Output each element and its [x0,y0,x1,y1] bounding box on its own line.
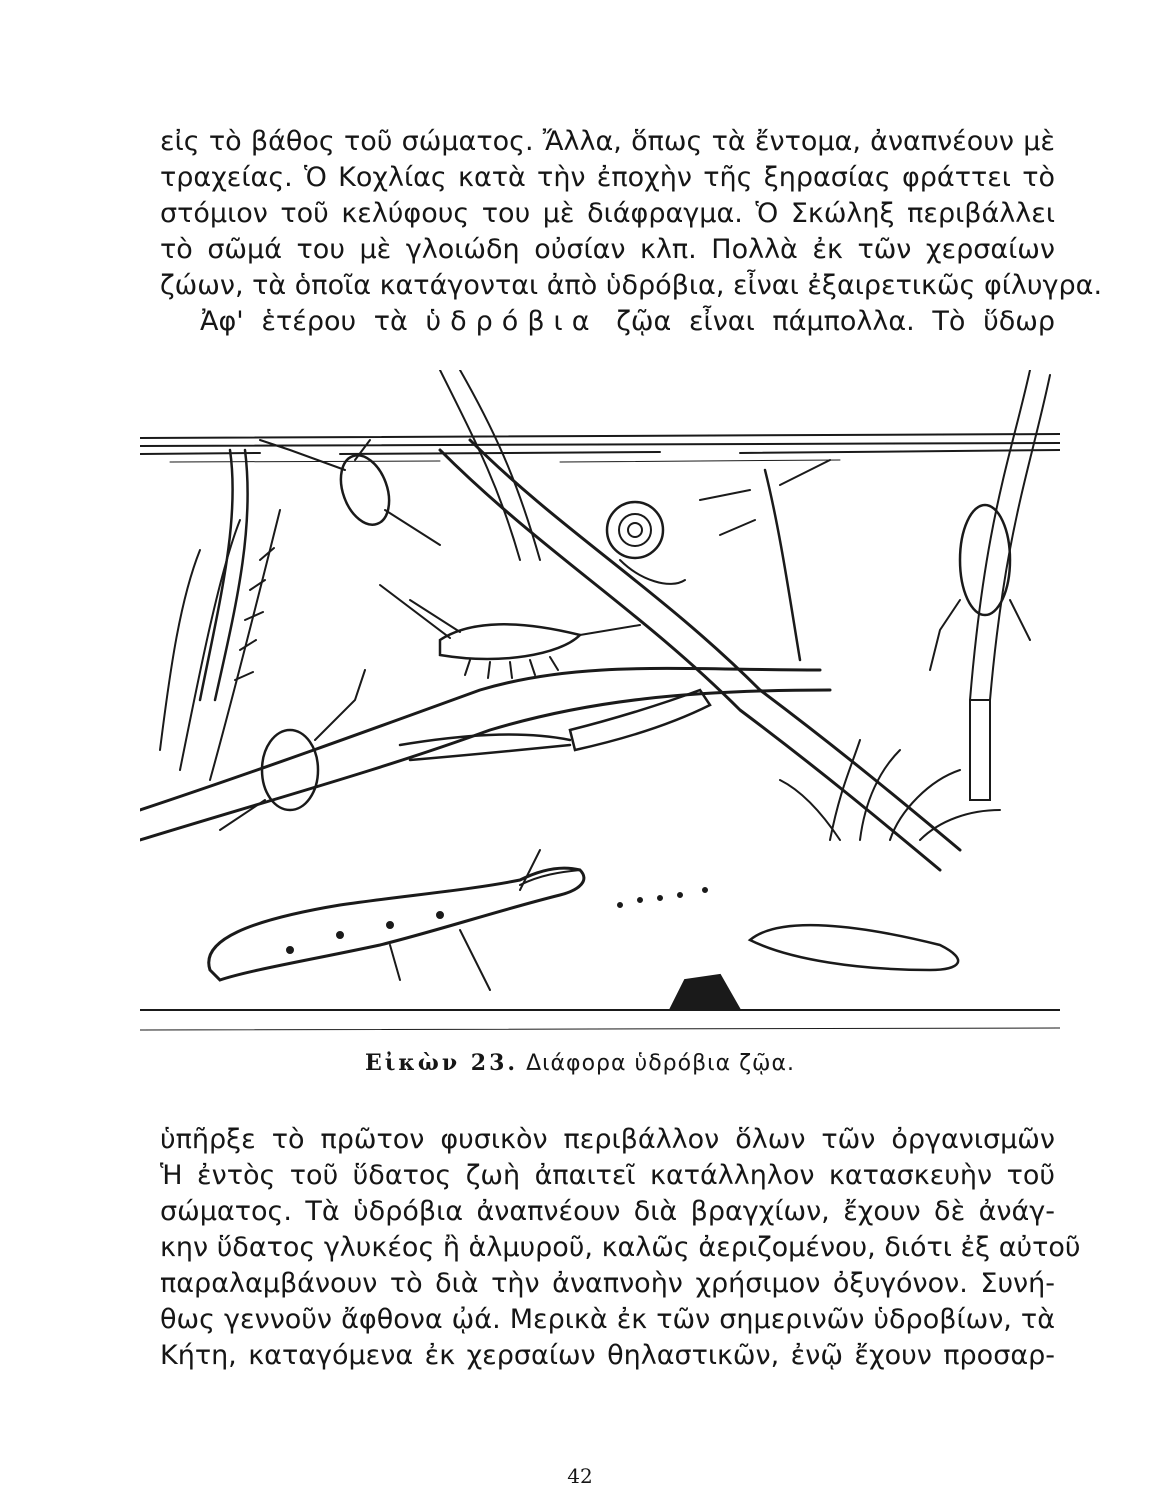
figure-caption-text: Διάφορα ὑδρόβια ζῷα. [526,1051,795,1076]
text-line: Κήτη, καταγόμενα ἐκ χερσαίων θηλαστικῶν, ἐνῷ ἔχουν προσαρ- [160,1340,1055,1371]
egg-dot [638,898,642,902]
newt-spot [387,922,393,928]
snail-shell [607,502,663,558]
figure-illustration [140,370,1060,1035]
text-line: στόμιον τοῦ κελύφους του μὲ διάφραγμα. Ὁ Σκώληξ περιβάλλει [160,198,1055,229]
insect-leg [220,670,365,830]
water-shrimp [440,624,580,659]
snail-shell-spiral [628,523,642,537]
reed-stem [970,370,1050,700]
reed-stem [970,700,990,800]
text-line: κην ὕδατος γλυκέος ἢ ἁλμυροῦ, καλῶς ἀεριζομένου, διότι ἐξ αὐτοῦ [160,1232,1081,1263]
water-weed [160,510,280,780]
text-line: τὸ σῶμά του μὲ γλοιώδη οὐσίαν κλπ. Πολλὰ ἐκ τῶν χερσαίων [160,234,1055,265]
water-beetle [262,730,318,810]
figure-label: Εἰκὼν 23. [365,1050,519,1076]
text-line: Ἡ ἐντὸς τοῦ ὕδατος ζωὴ ἀπαιτεῖ κατάλληλον κατασκευὴν τοῦ [160,1160,1055,1191]
bottom-line [140,1028,1060,1030]
grass-tuft [780,740,1000,840]
plant-stalk [470,440,960,850]
newt-spot [287,947,293,953]
stone [670,975,740,1010]
text-line: εἰς τὸ βάθος τοῦ σώματος. Ἄλλα, ὅπως τὰ ἔντομα, ἀναπνέουν μὲ [160,126,1055,157]
water-surface-line [140,450,1060,454]
snail-shell-spiral [619,514,651,546]
egg-dot [703,888,707,892]
text-line: παραλαμβάνουν τὸ διὰ τὴν ἀναπνοὴν χρήσιμον ὀξυγόνον. Συνή- [160,1268,1055,1299]
newt-spot [337,932,343,938]
text-segment: ζῷα εἶναι πάμπολλα. Τὸ ὕδωρ [616,306,1055,337]
water-surface-line [140,434,1060,438]
text-line: θως γεννοῦν ἄφθονα ᾠά. Μερικὰ ἐκ τῶν σημερινῶν ὑδροβίων, τὰ [160,1304,1055,1335]
text-line: τραχείας. Ὁ Κοχλίας κατὰ τὴν ἐποχὴν τῆς ξηρασίας φράττει τὸ [160,162,1055,193]
flatworm [750,925,958,970]
plant-stalk [440,450,940,870]
figure-caption [0,1050,1160,1076]
snail-body [620,560,685,584]
aquatic-animals-drawing [140,370,1060,1035]
shrimp-antenna [380,585,640,638]
branch [140,690,830,840]
text-segment: Ἀφ' ἑτέρου τὰ [200,306,408,337]
egg-dot [678,893,682,897]
text-line: ζώων, τὰ ὁποῖα κατάγονται ἀπὸ ὑδρόβια, εἶναι ἐξαιρετικῶς φίλυγρα. [160,270,1103,301]
water-scorpion [960,505,1010,615]
egg-dot [618,903,622,907]
page-number: 42 [567,1464,593,1488]
mayfly-nymph [765,470,800,660]
nymph-tail [400,735,570,760]
egg-dot [658,896,662,900]
insect-leg [260,440,440,545]
newt-spot [437,912,443,918]
text-line-indented [200,304,1055,340]
text-line: σώματος. Τὰ ὑδρόβια ἀναπνέουν διὰ βραγχίων, ἔχουν δὲ ἀνάγ- [160,1196,1055,1227]
newt-body [209,868,584,980]
spaced-word: ὑδρόβια [425,306,599,337]
text-line: ὑπῆρξε τὸ πρῶτον φυσικὸν περιβάλλον ὅλων τῶν ὀργανισμῶν [160,1124,1055,1155]
